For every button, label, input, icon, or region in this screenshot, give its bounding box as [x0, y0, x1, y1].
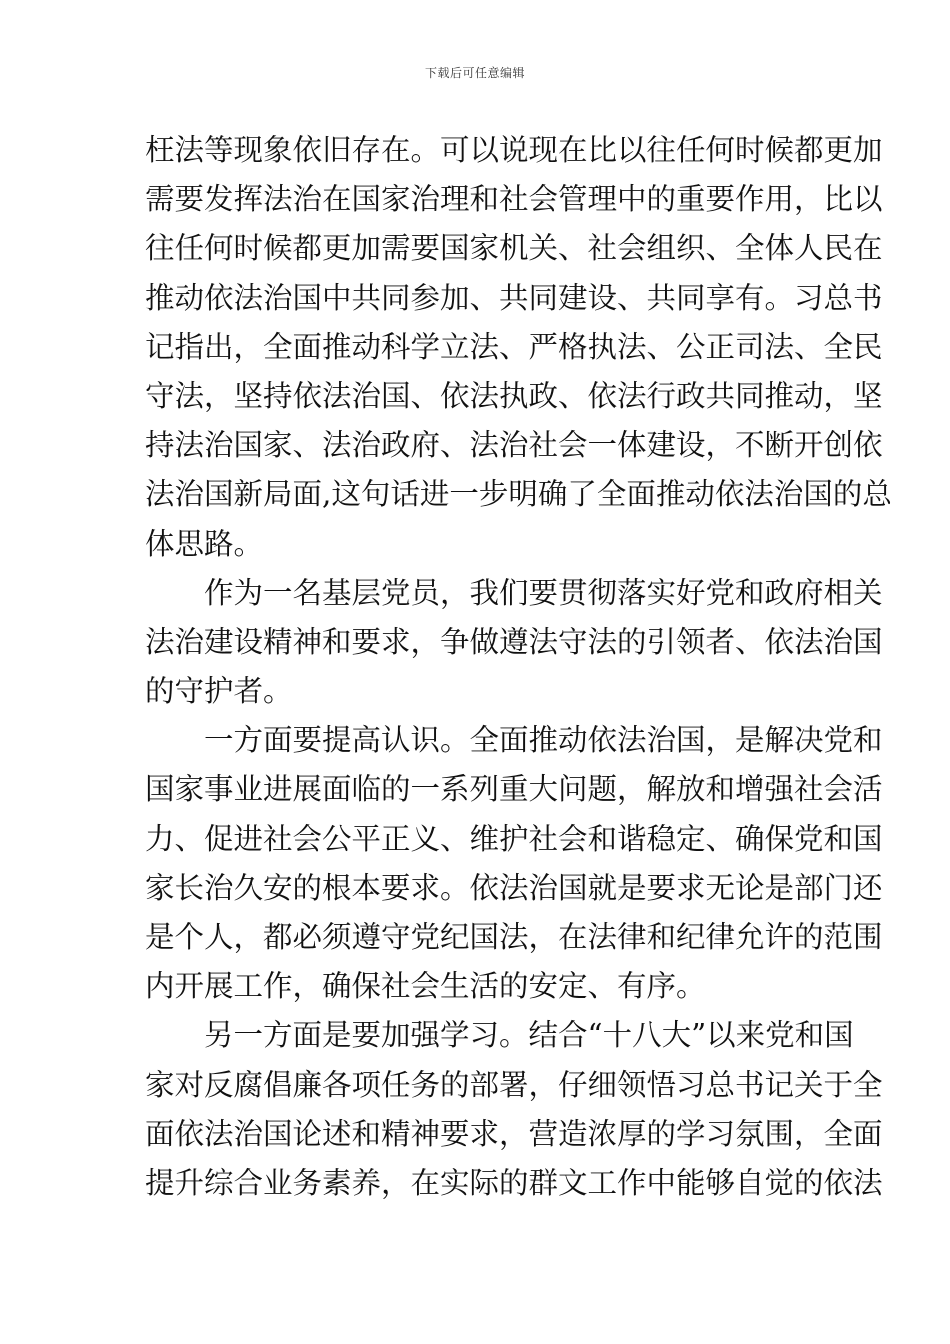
text-line: 提升综合业务素养，在实际的群文工作中能够自觉的依法 [145, 1165, 883, 1200]
text-line: 推动依法治国中共同参加、共同建设、共同享有。习总书 [145, 280, 883, 315]
text-line: 记指出，全面推动科学立法、严格执法、公正司法、全民 [145, 329, 883, 364]
text-line: 面依法治国论述和精神要求，营造浓厚的学习氛围，全面 [145, 1116, 883, 1151]
text-line: 法治建设精神和要求，争做遵法守法的引领者、依法治国 [145, 624, 883, 659]
paragraph-4 [145, 1011, 883, 1208]
paragraph-1 [145, 126, 892, 569]
text-line: 法治国新局面,这句话进一步明确了全面推动依法治国的总 [145, 477, 892, 512]
paragraph-2 [145, 569, 883, 717]
text-line: 是个人，都必须遵守党纪国法，在法律和纪律允许的范围 [145, 920, 883, 954]
text-line: 守法，坚持依法治国、依法执政、依法行政共同推动，坚 [145, 378, 883, 413]
text-line: 另一方面是要加强学习。结合“十八大”以来党和国 [204, 1018, 854, 1053]
text-line: 家长治久安的根本要求。依法治国就是要求无论是部门还 [145, 870, 883, 905]
text-line: 家对反腐倡廉各项任务的部署，仔细领悟习总书记关于全 [145, 1067, 883, 1102]
text-line: 持法治国家、法治政府、法治社会一体建设，不断开创依 [145, 428, 883, 463]
text-line: 体思路。 [145, 526, 264, 561]
page-header: 下载后可任意编辑 [424, 66, 525, 80]
text-line: 国家事业进展面临的一系列重大问题，解放和增强社会活 [145, 772, 883, 807]
text-line: 内开展工作，确保社会生活的安定、有序。 [145, 969, 706, 1004]
text-line: 的守护者。 [145, 674, 293, 709]
text-line: 力、促进社会公平正义、维护社会和谐稳定、确保党和国 [145, 821, 883, 856]
paragraph-3 [145, 716, 883, 1011]
text-line: 往任何时候都更加需要国家机关、社会组织、全体人民在 [145, 231, 883, 266]
text-line: 需要发挥法治在国家治理和社会管理中的重要作用，比以 [145, 182, 883, 217]
document-body [145, 126, 892, 1208]
text-line: 一方面要提高认识。全面推动依法治国，是解决党和 [204, 723, 883, 758]
text-line: 作为一名基层党员，我们要贯彻落实好党和政府相关 [204, 575, 883, 610]
text-line: 枉法等现象依旧存在。可以说现在比以往任何时候都更加 [145, 133, 883, 167]
